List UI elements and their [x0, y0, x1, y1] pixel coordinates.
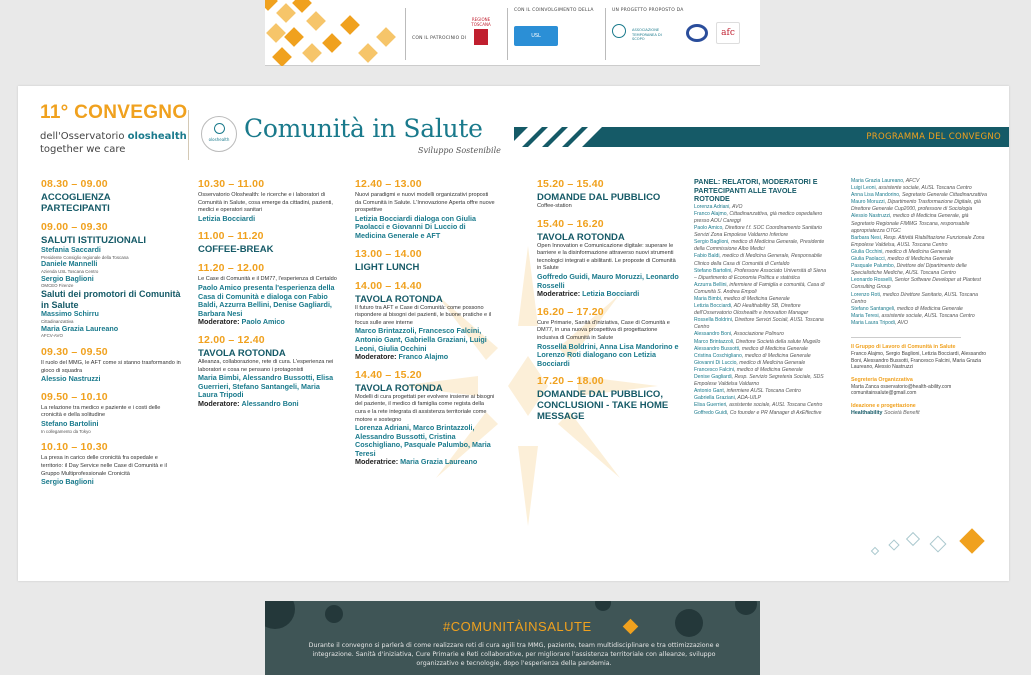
- gruppo-text: Franco Alajmo, Sergio Baglioni, Letizia Bocciardi, Alessandro Boni, Alessandro Bussotti, Francesco Falcini, Maria Grazia Laureano, Alessio Nastruzzi: [851, 350, 987, 371]
- speaker: Letizia Bocciardi: [198, 213, 256, 223]
- speaker: Maria Grazia Laureano: [41, 323, 119, 333]
- panel-entry: Giovanni Di Luccio, medico di Medicina Generale: [694, 359, 806, 366]
- session-time: 10.10 – 10.30: [41, 441, 108, 454]
- session-desc: Osservatorio Oloshealth: le ricerche e i laboratori di Comunità in Salute, cosa emerge da cittadini, pazienti, medici e operatori sanitari: [198, 192, 333, 214]
- panel-entry: Maria Laura Tripodi, AVO: [851, 319, 909, 326]
- session-time: 09.00 – 09.30: [41, 221, 108, 233]
- panel-entry: Denise Gagliardi, Resp. Servizio Segreteria Sociale, SDS Empolese Valdelsa Valdarno: [694, 374, 824, 388]
- speaker: Sergio Baglioni: [41, 477, 94, 487]
- session-time: 17.20 – 18.00: [537, 375, 604, 388]
- session-time: 12.40 – 13.00: [355, 178, 422, 190]
- speaker: Stefania Saccardi: [41, 245, 101, 254]
- session-desc: Le Case di Comunità e il DM77, l'esperienza di Certaldo: [198, 276, 337, 283]
- hashtag-banner: [265, 601, 760, 675]
- panel-entry: Rossella Boldrini, Direttore Servizi Sociali, AUSL Toscana Centro: [694, 317, 824, 331]
- diamond-outline-icon: [906, 532, 920, 546]
- session-title: TAVOLA ROTONDA: [355, 293, 443, 305]
- speaker: Marco Brintazzoli, Francesco Falcini, Antonio Gant, Gabriella Graziani, Luigi Leoni, Giulia Occhini: [355, 326, 487, 353]
- diamond-outline-icon: [871, 547, 879, 555]
- session-time: 14.00 – 14.40: [355, 279, 422, 292]
- moderator: Moderatore: Paolo Amico: [198, 317, 285, 327]
- panel-list: [694, 204, 830, 417]
- moderator: Moderatrice: Maria Grazia Laureano: [355, 457, 478, 467]
- program-poster: [18, 86, 1009, 581]
- diamond-accent-icon: [959, 528, 984, 553]
- logo-mark-icon: [214, 123, 225, 134]
- panel-entry: Pasquale Palumbo, Direttore del Dipartimento delle Specialistiche Mediche, AUSL Toscana Centro: [851, 263, 967, 277]
- session-block: [41, 346, 181, 384]
- panel-entry: Letizia Bocciardi, AD Healthability SB, Direttore dell'Osservatorio Oloshealth e Innovation Manager: [694, 303, 809, 317]
- panel-entry: Antonio Gant, infermiere AUSL Toscana Centro: [694, 388, 801, 395]
- session-block: [41, 221, 181, 339]
- session-time: 10.30 – 11.00: [198, 178, 265, 190]
- program-label: PROGRAMMA DEL CONVEGNO: [866, 132, 1001, 142]
- diamond-accent-icon: [623, 619, 639, 635]
- panel-entry: Franco Alajmo, Cittadinanzattiva, già medico ospedaliero presso AOU Careggi: [694, 210, 823, 224]
- session-title: LIGHT LUNCH: [355, 261, 420, 273]
- session-title: DOMANDE DAL PUBBLICO, CONCLUSIONI - TAKE HOME MESSAGE: [537, 389, 669, 423]
- panel-entry: Alessandro Boni, Associazione Polinuro: [694, 331, 784, 338]
- speaker-role: OMCEO Firenze: [41, 283, 74, 289]
- session-block: [355, 248, 495, 273]
- segreteria-title: Segreteria Organizzativa: [851, 376, 913, 383]
- panel-entry: Marco Brintazzoli, Direttore Società della salute Mugello: [694, 338, 821, 345]
- panel-title: PANEL: RELATORI, MODERATORI E PARTECIPANTI ALLE TAVOLE ROTONDE: [694, 177, 818, 204]
- panel-entry: Luigi Leoni, assistente sociale, AUSL Toscana Centro: [851, 185, 972, 192]
- session-block: [355, 369, 495, 467]
- oloshealth-logo: oloshealth: [201, 116, 237, 152]
- speaker-role: In collegamento da Tokyo: [41, 428, 91, 434]
- speaker-role: Presidente Consiglio regionale della Toscana: [41, 254, 129, 260]
- speaker: Goffredo Guidi, Mauro Moruzzi, Leonardo Rosselli: [537, 271, 679, 290]
- session-time: 16.20 – 17.20: [537, 305, 604, 318]
- ats-logo: ASSOCIAZIONE TEMPORANEA DI SCOPO: [632, 28, 662, 41]
- speaker: Maria Bimbi, Alessandro Bussotti, Elisa Guerrieri, Stefano Santangeli, Maria Laura Tripodi: [198, 373, 334, 400]
- session-block: [355, 280, 495, 362]
- page-subtitle: Sviluppo Sostenibile: [418, 146, 501, 155]
- panel-entry: Paolo Amico, Direttore f.f. SOC Coordinamento Sanitario Servizi Zona Empolese Valdarno Inferiore: [694, 225, 822, 239]
- session-block: [198, 262, 338, 327]
- panel-entry: Leonardo Rosselli, Senior Software Developer at Plantest Consulting Group: [851, 277, 981, 291]
- coinvolgimento-label: CON IL COINVOLGIMENTO DELLA: [514, 8, 594, 13]
- program-banner: [514, 127, 1009, 147]
- diamond-outline-icon: [930, 536, 947, 553]
- schedule-column-1: [41, 178, 181, 494]
- schedule-column-2: [198, 178, 338, 416]
- session-desc: Il ruolo del MMG, le AFT come si stanno trasformando in gioco di squadra: [41, 359, 181, 374]
- session-desc: Coffee-station: [537, 203, 572, 209]
- session-block: [41, 441, 181, 486]
- progetto-label: UN PROGETTO PROPOSTO DA: [612, 8, 684, 13]
- speaker-role: Cittadinanzattiva: [41, 318, 74, 324]
- panel-entry: Gabriella Graziani, ADA-UILP: [694, 395, 761, 402]
- speaker: Rossella Boldrini, Anna Lisa Mandorino e Lorenzo Roti dialogano con Letizia Bocciardi: [537, 341, 679, 368]
- partner-circle-logo: [686, 24, 708, 42]
- panel-entry: Francesco Falcini, medico di Medicina Generale: [694, 366, 803, 373]
- header-divider: [188, 110, 189, 160]
- session-desc: Nuovi paradigmi e nuovi modelli organizzativi proposti da Comunità in Salute. L'Innovazione Aperta offre nuove prospettive: [355, 192, 495, 214]
- session-block: [198, 334, 338, 409]
- panel-entry: Stefano Santangeli, medico di Medicina Generale: [851, 305, 963, 312]
- session-desc: Open Innovation e Comunicazione digitale: superare le barriere e la disinformazione attraverso nuovi strumenti tecnologici integrati e abilitanti. Le proposte di Comunità in Salute: [537, 242, 676, 272]
- session-block: [537, 218, 679, 299]
- ideazione-title: Ideazione e progettazione: [851, 402, 916, 409]
- session-desc: Modelli di cura progettati per evolvere insieme ai bisogni del paziente, il medico di famiglia come regista della cura e la rete integrata di assistenza territoriale come motore e sostegno: [355, 393, 495, 423]
- session-title: SALUTI ISTITUZIONALI: [41, 235, 147, 246]
- hashtag-text: Durante il convegno si parlerà di come realizzare reti di cura agili tra MMG, paziente, team multidisciplinare e tra ottimizzazione e integrazione. Sanità d'iniziativa, Cure Primarie e Reti collaborative, per migliorare l'assistenza territoriale con alleanze, sviluppo organizzativo e tecnologie, dopo l'esperienza della pandemia.: [308, 642, 720, 667]
- speaker: Daniele Mannelli: [41, 259, 98, 269]
- speaker: Letizia Bocciardi dialoga con Giulia Paolacci e Giovanni Di Luccio di Medicina Generale e AFT: [355, 213, 477, 240]
- session-block: [198, 230, 338, 255]
- panel-entry: Giulia Paolacci, medico di Medicina Generale: [851, 256, 954, 263]
- session-time: 11.00 – 11.20: [198, 230, 264, 243]
- panel-column-2: [851, 178, 991, 417]
- panel-entry: Alessandro Bussotti, medico di Medicina Generale: [694, 345, 808, 352]
- divider: [851, 337, 961, 338]
- session-title: TAVOLA ROTONDA: [537, 231, 625, 243]
- diamond-outline-icon: [888, 539, 899, 550]
- session-desc: La relazione tra medico e paziente e i costi delle cronicità e della solitudine: [41, 404, 161, 419]
- speaker: Lorenza Adriani, Marco Brintazzoli, Alessandro Bussotti, Cristina Coschigliano, Pasquale Palumbo, Maria Teresi: [355, 423, 491, 458]
- asl-logo: USL: [514, 26, 558, 46]
- session-block: [537, 375, 679, 422]
- convegno-subtitle: dell'Osservatorio oloshealth together we care: [40, 131, 187, 155]
- panel-entry: Maria Grazia Laureano, AFCV: [851, 178, 920, 184]
- speaker: Paolo Amico presenta l'esperienza della Casa di Comunità e dialoga con Fabio Baldi, Azzurra Bellini, Denise Gagliardi, Barbara Nesi: [198, 282, 335, 318]
- panel-entry: Lorenzo Roti, medico Direttore Sanitario, AUSL Toscana Centro: [851, 291, 978, 305]
- speaker: Stefano Bartolini: [41, 418, 99, 428]
- decorative-pattern: [265, 0, 400, 66]
- panel-entry: Stefano Bartolini, Professore Associato Università di Siena – Dipartimento di Economia Politica e statistica: [694, 267, 827, 281]
- gruppo-title: Il Gruppo di Lavoro di Comunità in Salute: [851, 343, 956, 350]
- speaker: Massimo Schirru: [41, 309, 99, 319]
- schedule-column-3: [355, 178, 495, 474]
- session-time: 11.20 – 12.00: [198, 262, 265, 275]
- session-desc: Il futuro tra AFT e Case di Comunità: come possono rispondere ai bisogni dei pazienti, le buone pratiche e il focus sulle aree interne: [355, 304, 492, 326]
- top-banner: [265, 0, 760, 66]
- panel-entry: Mauro Moruzzi, Dipartimento Trasformazione Digitale, già Direttore Generale Cup2000, professore di Sociologia: [851, 199, 981, 213]
- speaker: Alessio Nastruzzi: [41, 374, 101, 384]
- page-title: Comunità in Salute: [244, 114, 483, 143]
- afc-logo: afc: [716, 22, 740, 44]
- oloshealth-small-logo: [612, 24, 626, 38]
- regione-toscana-logo: REGIONE TOSCANA: [470, 14, 492, 48]
- panel-list: [851, 178, 991, 327]
- patrocinio-section: [405, 8, 505, 60]
- session-block: [41, 391, 181, 435]
- session-time: 15.20 – 15.40: [537, 178, 604, 190]
- moderator: Moderatore: Alessandro Boni: [198, 398, 299, 408]
- session-block: [537, 178, 679, 211]
- session-time: 08.30 – 09.00: [41, 178, 108, 190]
- moderator: Moderatore: Franco Alajmo: [355, 352, 449, 362]
- speaker-role: Azienda USL Toscana Centro: [41, 268, 99, 274]
- session-time: 15.40 – 16.20: [537, 217, 604, 230]
- panel-entry: Anna Lisa Mandorino, Segretario Generale Cittadinanzattiva: [851, 192, 987, 199]
- session-title: DOMANDE DAL PUBBLICO: [537, 192, 661, 203]
- convegno-title: 11° CONVEGNO: [40, 102, 188, 123]
- speaker: Sergio Baglioni: [41, 273, 94, 283]
- panel-entry: Maria Bimbi, medico di Medicina Generale: [694, 296, 790, 302]
- panel-column: [694, 178, 830, 417]
- session-time: 13.00 – 14.00: [355, 247, 422, 260]
- panel-entry: Barbara Nesi, Resp. Attività Riabilitazione Funzionale Zona Empolese Valdelsa, AUSL Toscana Centro: [851, 234, 985, 248]
- session-title: TAVOLA ROTONDA: [198, 347, 286, 359]
- progetto-section: [605, 8, 755, 60]
- panel-entry: Cristina Coschigliano, medico di Medicina Generale: [694, 352, 811, 359]
- panel-entry: Lorenza Adriani, AVO: [694, 203, 743, 210]
- panel-entry: Goffredo Guidi, Co founder e PR Manager di AxEffective: [694, 409, 822, 416]
- moderator: Moderatrice: Letizia Bocciardi: [537, 289, 640, 299]
- patrocinio-label: CON IL PATROCINIO DI: [412, 36, 467, 41]
- panel-entry: Giulia Occhini, medico di Medicina Generale: [851, 248, 952, 255]
- session-title: ACCOGLIENZA PARTECIPANTI: [41, 192, 111, 214]
- panel-entry: Sergio Baglioni, medico di Medicina Generale, Presidente della Commissione Albo Medici: [694, 239, 825, 253]
- ideazione-brand: Healthability Società Benefit: [851, 409, 920, 416]
- convegno-header: [40, 102, 200, 156]
- coinvolgimento-section: [507, 8, 603, 60]
- hashtag-title: #COMUNITÀINSALUTE: [443, 619, 592, 634]
- session-block: [41, 178, 181, 214]
- panel-entry: Fabio Baldi, medico di Medicina Generale, Responsabile Clinico della Casa di Comunità di Certaldo: [694, 253, 822, 267]
- session-time: 09.30 – 09.50: [41, 345, 108, 358]
- session-time: 12.00 – 12.40: [198, 333, 265, 346]
- schedule-column-4: [537, 178, 679, 429]
- session-subtitle: Saluti dei promotori di Comunità in Salute: [41, 289, 181, 310]
- panel-entry: Maria Teresi, assistente sociale, AUSL Toscana Centro: [851, 312, 975, 319]
- panel-entry: Azzurra Bellini, infermiere di Famiglia e comunità, Casa di Comunità S. Andrea Empoli: [694, 281, 825, 295]
- panel-entry: Elisa Guerrieri, assistente sociale, AUSL Toscana Centro: [694, 402, 823, 409]
- segreteria-text: Marta Zanca osservatorio@health-ability.com comunitainsalute@gmail.com: [851, 383, 952, 397]
- session-desc: Alleanza, collaborazione, rete di cura. L'esperienza nei laboratori e cosa ne pensano i protagonisti: [198, 358, 334, 373]
- session-desc: Cure Primarie, Sanità d'iniziativa, Case di Comunità e DM77, in una nuova prospettiva di progettazione inclusiva di Comunità in Salute: [537, 319, 670, 341]
- session-block: [537, 306, 679, 369]
- session-block: [198, 178, 338, 223]
- session-time: 14.40 – 15.20: [355, 368, 422, 381]
- session-time: 09.50 – 10.10: [41, 390, 108, 403]
- speaker-role: AFCV-AVO: [41, 333, 63, 339]
- session-title: TAVOLA ROTONDA: [355, 382, 443, 394]
- session-block: [355, 178, 495, 241]
- panel-entry: Alessio Nastruzzi, medico di Medicina Generale, già Segretario Regionale FIMMG Toscana, responsabile appropriatezza OTGC: [851, 213, 970, 234]
- session-title: COFFEE-BREAK: [198, 244, 274, 256]
- session-desc: La presa in carico delle cronicità fra ospedale e territorio: il Day Service nelle Case di Comunità e il Gruppo Multiprofessionale Cronicità: [41, 455, 167, 477]
